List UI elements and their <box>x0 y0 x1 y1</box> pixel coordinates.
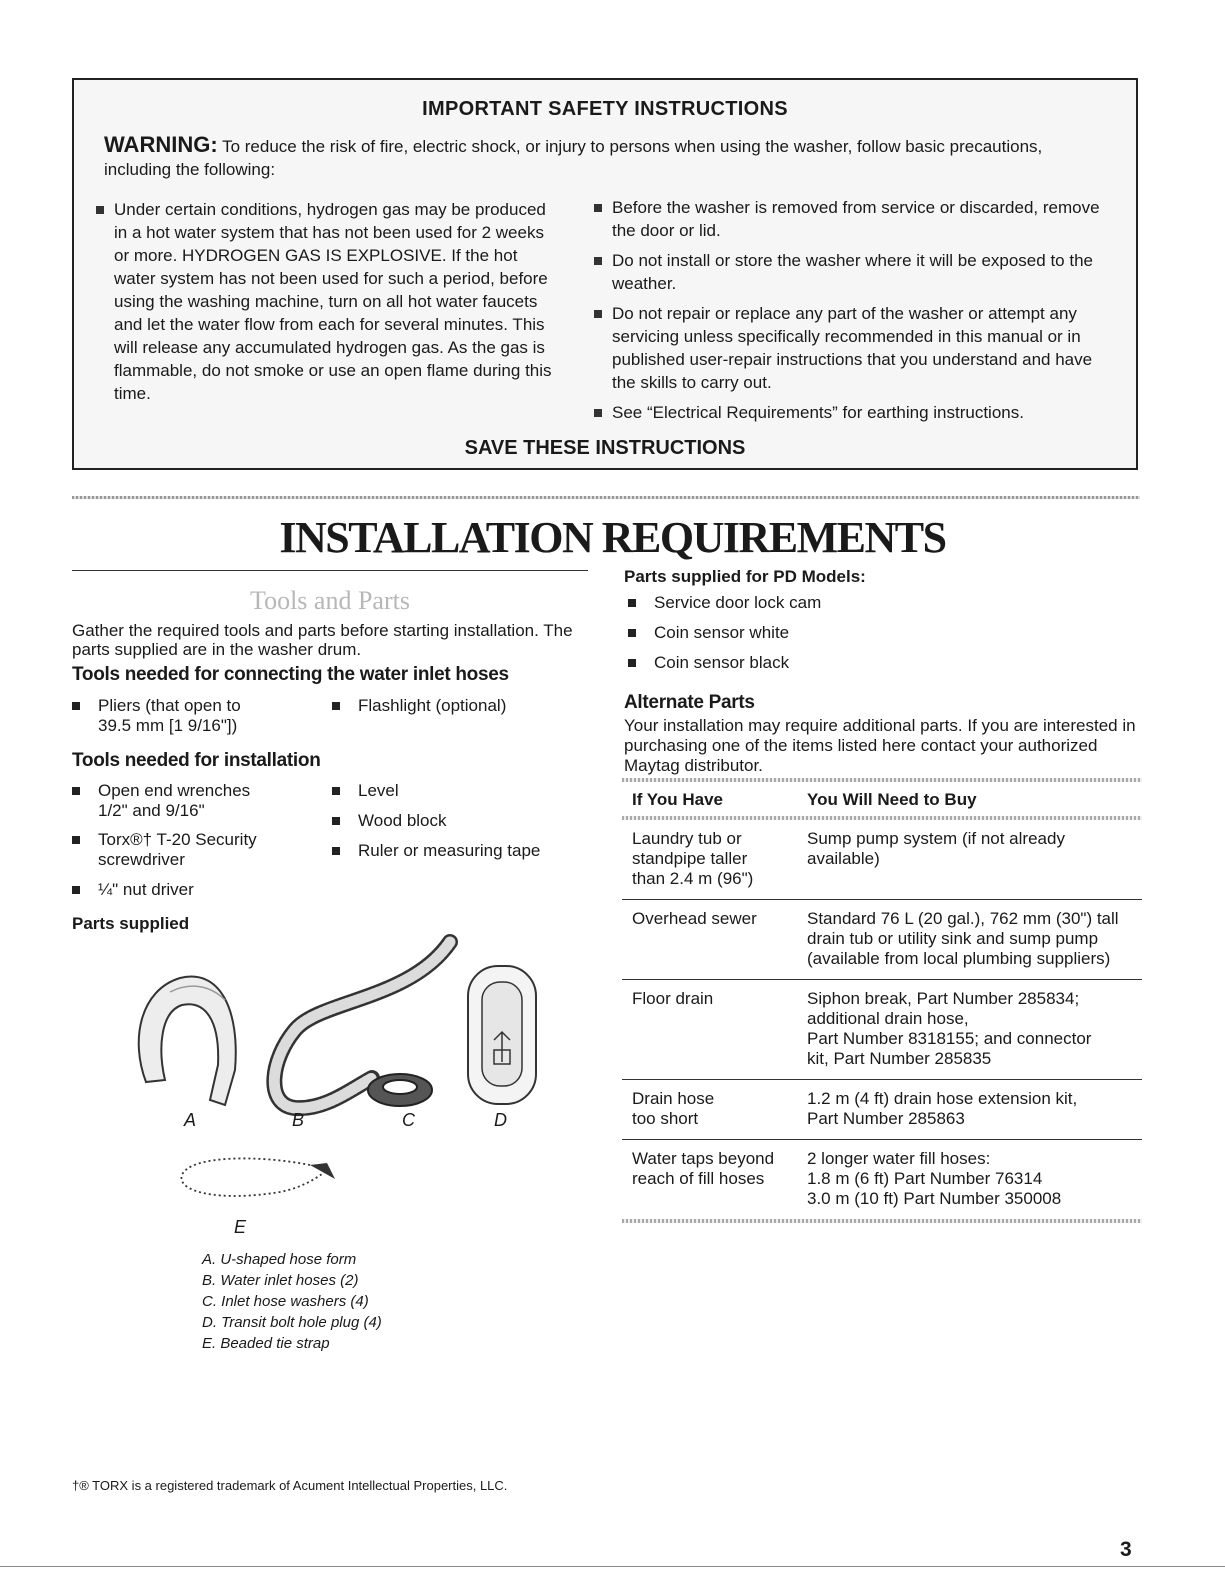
list-item: Wood block <box>318 811 447 831</box>
table-header-cell: If You Have <box>632 790 724 809</box>
save-instructions-title: SAVE THESE INSTRUCTIONS <box>464 437 746 459</box>
part-letter: D <box>494 1110 507 1130</box>
table-header-cell: You Will Need to Buy <box>807 790 977 809</box>
list-item: Coin sensor white <box>614 623 789 643</box>
table-rule <box>622 1219 1142 1223</box>
table-cell: Siphon break, Part Number 285834; additional drain hose, Part Number 8318155; and connector kit, Part Number 285835 <box>807 989 1092 1068</box>
list-item: Ruler or measuring tape <box>318 841 540 861</box>
table-cell: Overhead sewer <box>632 909 757 928</box>
safety-item: Do not install or store the washer where it will be exposed to the weather. <box>590 249 1110 295</box>
tools-intro: Gather the required tools and parts before starting installation. The parts supplied are in the washer drum. <box>72 621 573 659</box>
page-number: 3 <box>1120 1538 1132 1561</box>
table-body <box>622 820 1142 1219</box>
table-row <box>622 900 1142 980</box>
list-item: Coin sensor black <box>614 653 789 673</box>
beaded-tie-strap-icon <box>181 1158 335 1196</box>
caption: D. Transit bolt hole plug (4) <box>202 1314 382 1331</box>
section-divider <box>72 496 1140 499</box>
pd-parts-heading: Parts supplied for PD Models: <box>624 567 866 586</box>
page-title: INSTALLATION REQUIREMENTS <box>279 513 946 562</box>
safety-item: Before the washer is removed from service or discarded, remove the door or lid. <box>590 196 1110 242</box>
install-tools-heading: Tools needed for installation <box>72 750 321 771</box>
alternate-parts-text: Your installation may require additional parts. If you are interested in purchasing one of the items listed here contact your authorized Maytag distributor. <box>624 716 1136 775</box>
bottom-rule <box>0 1566 1225 1567</box>
caption: B. Water inlet hoses (2) <box>202 1272 359 1289</box>
warning-text: To reduce the risk of fire, electric shock, or injury to persons when using the washer, follow basic precautions, including the following: <box>104 137 1043 179</box>
safety-left-column <box>92 198 562 412</box>
list-item: Open end wrenches 1/2" and 9/16" <box>58 781 250 821</box>
parts-supplied-heading: Parts supplied <box>72 914 190 933</box>
list-item: Service door lock cam <box>614 593 821 613</box>
transit-bolt-plug-icon <box>468 966 536 1104</box>
table-cell: Drain hose too short <box>632 1089 715 1128</box>
table-cell: 2 longer water fill hoses: 1.8 m (6 ft) Part Number 76314 3.0 m (10 ft) Part Number 350008 <box>807 1149 1062 1208</box>
list-item: Level <box>318 781 399 801</box>
warning-label: WARNING: <box>104 132 218 157</box>
list-item: Pliers (that open to 39.5 mm [1 9/16"]) <box>58 696 241 736</box>
part-letter: A <box>184 1110 197 1130</box>
warning-paragraph <box>104 133 1096 181</box>
safety-title: IMPORTANT SAFETY INSTRUCTIONS <box>422 98 788 120</box>
safety-item: Under certain conditions, hydrogen gas may be produced in a hot water system that has not been used for 2 weeks or more. HYDROGEN GAS IS EXPLOSIVE. If the hot water system has not been used for such a period, before using the washing machine, turn on all hot water faucets and let the water flow from each for several minutes. This will release any accumulated hydrogen gas. As the gas is flammable, do not smoke or use an open flame during this time. <box>92 198 562 405</box>
column-rule <box>72 570 588 571</box>
list-item: ¼" nut driver <box>58 880 194 900</box>
table-row <box>622 820 1142 900</box>
table-row <box>622 980 1142 1080</box>
table-cell: Floor drain <box>632 989 714 1008</box>
table-cell: Laundry tub or standpipe taller than 2.4 m (96") <box>632 829 754 888</box>
safety-box <box>72 78 1138 470</box>
list-item: Torx®† T-20 Security screwdriver <box>58 830 257 870</box>
caption: C. Inlet hose washers (4) <box>202 1293 369 1310</box>
safety-item: See “Electrical Requirements” for earthing instructions. <box>590 401 1110 424</box>
table-cell: Standard 76 L (20 gal.), 762 mm (30") tall drain tub or utility sink and sump pump (available from local plumbing suppliers) <box>807 909 1119 968</box>
table-row <box>622 1140 1142 1219</box>
table-row <box>622 1080 1142 1140</box>
part-letter: E <box>234 1217 247 1237</box>
footnote: †® TORX is a registered trademark of Acument Intellectual Properties, LLC. <box>72 1478 508 1493</box>
table-header <box>622 782 1142 816</box>
parts-illustration <box>110 930 570 1220</box>
list-item: Flashlight (optional) <box>318 696 506 716</box>
part-letter: B <box>292 1110 305 1130</box>
parts-captions <box>202 1249 382 1354</box>
inlet-tools-heading: Tools needed for connecting the water inlet hoses <box>72 664 509 685</box>
u-hose-form-icon <box>139 977 236 1105</box>
alternate-parts-table <box>622 778 1142 1223</box>
caption: A. U-shaped hose form <box>202 1251 357 1268</box>
alternate-parts-heading: Alternate Parts <box>624 692 755 713</box>
part-letter: C <box>402 1110 415 1130</box>
table-cell: Sump pump system (if not already available) <box>807 829 1065 868</box>
table-cell: 1.2 m (4 ft) drain hose extension kit, Part Number 285863 <box>807 1089 1078 1128</box>
caption: E. Beaded tie strap <box>202 1335 330 1352</box>
safety-right-column <box>590 196 1110 431</box>
inlet-hose-washer-icon <box>368 1074 432 1106</box>
safety-item: Do not repair or replace any part of the washer or attempt any servicing unless specifically recommended in this manual or in published user-repair instructions that you understand and have the skills to carry out. <box>590 302 1110 394</box>
table-cell: Water taps beyond reach of fill hoses <box>632 1149 775 1188</box>
tools-parts-heading: Tools and Parts <box>250 586 410 615</box>
